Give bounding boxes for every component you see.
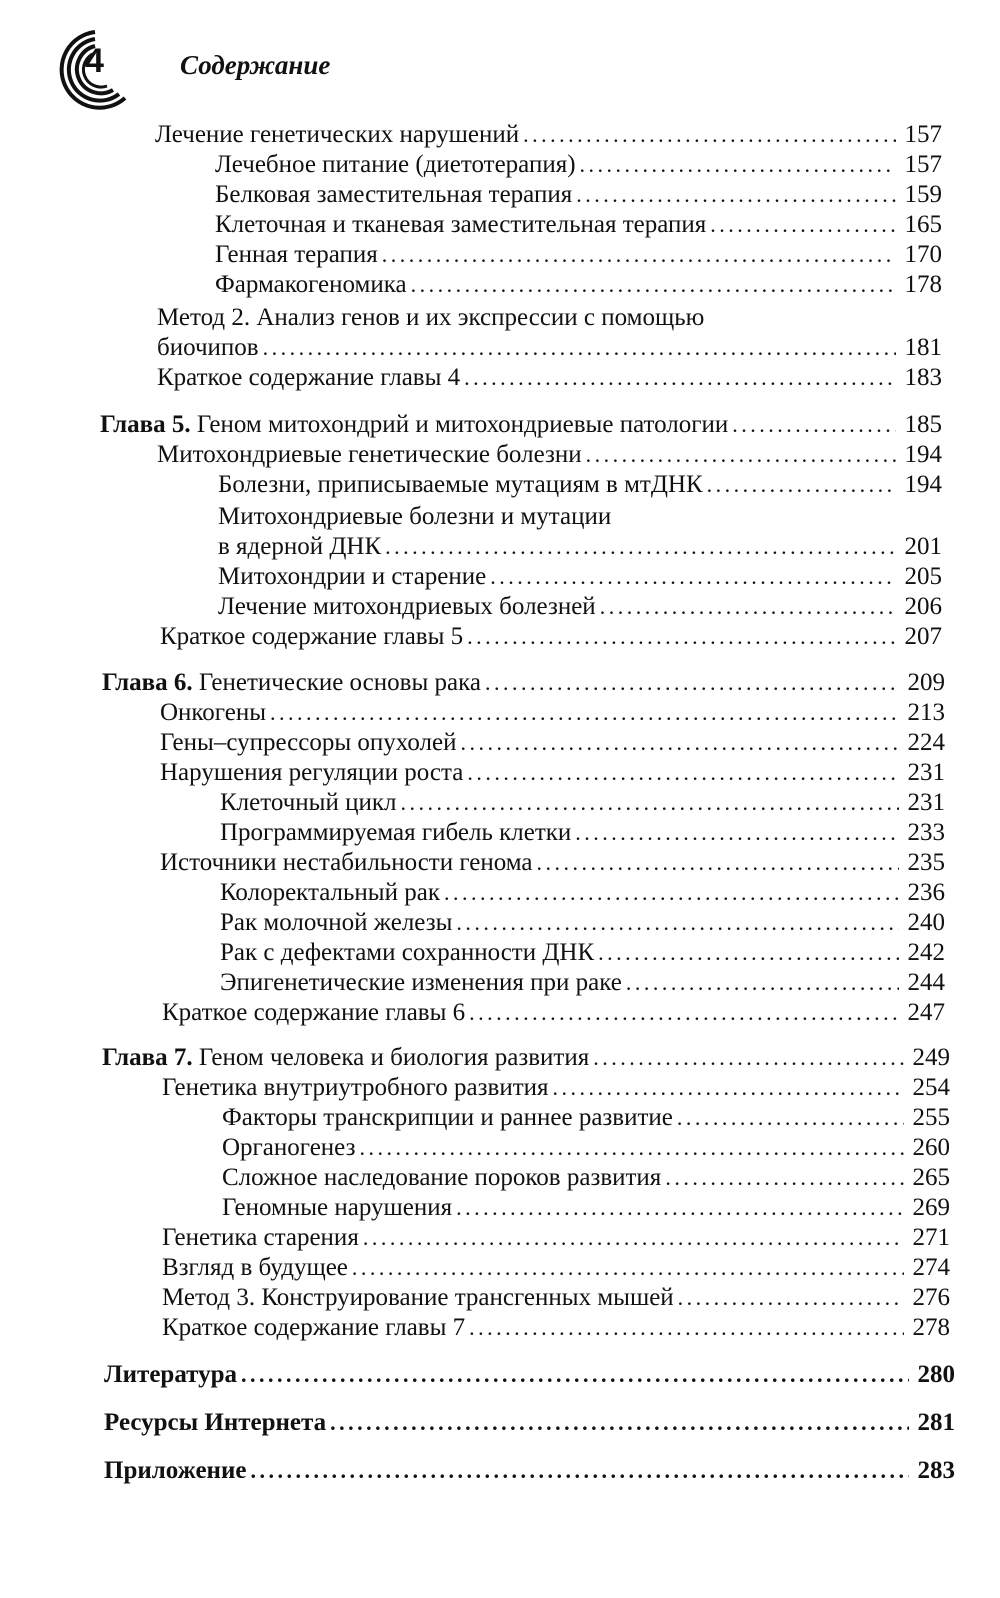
toc-entry[interactable]: Лечебное питание (диетотерапия) . . . 157 (215, 150, 942, 180)
toc-entry[interactable]: Геномные нарушения . . . 269 (222, 1193, 950, 1223)
toc-entry[interactable]: Болезни, приписываемые мутациям в мтДНК . . . 194 (218, 470, 942, 500)
page-ref: 194 (904, 441, 942, 468)
page-number: 4 (85, 42, 104, 80)
toc-entry[interactable]: Митохондриевые генетические болезни . . . 194 (157, 440, 942, 470)
toc-entry[interactable]: Генетика внутриутробного развития . . . 254 (162, 1073, 950, 1103)
page-header (55, 28, 455, 108)
page-ref: 206 (904, 593, 942, 620)
toc-entry[interactable]: Генетика старения . . . 271 (162, 1223, 950, 1253)
page-ref: 281 (917, 1409, 955, 1436)
page-ref: 242 (907, 939, 945, 966)
toc-entry[interactable]: Лечение генетических нарушений . . . 157 (155, 120, 942, 150)
toc-chapter-entry[interactable]: Глава 5. Геном митохондрий и митохондриевые патологии . . . 185 (100, 410, 942, 440)
toc-entry[interactable]: Метод 3. Конструирование трансгенных мышей . . . 276 (162, 1283, 950, 1313)
toc-entry[interactable]: Фармакогеномика . . . 178 (215, 270, 942, 300)
toc-chapter-entry[interactable]: Глава 7. Геном человека и биология развития . . . 249 (102, 1043, 950, 1073)
page-ref: 269 (912, 1194, 950, 1221)
toc-entry[interactable]: Краткое содержание главы 7 . . . 278 (162, 1313, 950, 1343)
page-ref: 233 (907, 819, 945, 846)
toc-entry[interactable]: Сложное наследование пороков развития . . . 265 (222, 1163, 950, 1193)
toc-backmatter-entry[interactable]: Литература . . . 280 (104, 1360, 955, 1390)
toc-entry[interactable]: Колоректальный рак . . . 236 (220, 878, 945, 908)
page-ref: 265 (912, 1164, 950, 1191)
page-ref: 183 (904, 364, 942, 391)
toc-entry[interactable]: Нарушения регуляции роста . . . 231 (160, 758, 945, 788)
page-ref: 271 (912, 1224, 950, 1251)
toc-entry[interactable]: Органогенез . . . 260 (222, 1133, 950, 1163)
toc-entry[interactable]: Краткое содержание главы 5 . . . 207 (160, 622, 942, 652)
toc-entry-line1: Метод 2. Анализ генов и их экспрессии с помощью (157, 304, 705, 331)
page-ref: 213 (907, 699, 945, 726)
toc-entry[interactable]: в ядерной ДНК . . . 201 (218, 532, 942, 562)
toc-backmatter-entry[interactable]: Ресурсы Интернета . . . 281 (104, 1408, 955, 1438)
toc-entry[interactable]: Эпигенетические изменения при раке . . . 244 (220, 968, 945, 998)
page-ref: 165 (904, 211, 942, 238)
toc-entry[interactable]: Клеточная и тканевая заместительная терапия . . . 165 (215, 210, 942, 240)
page-ref: 185 (904, 411, 942, 438)
toc-entry[interactable]: Факторы транскрипции и раннее развитие . . . 255 (222, 1103, 950, 1133)
toc-entry[interactable]: биочипов . . . 181 (157, 333, 942, 363)
page-ref: 181 (904, 334, 942, 361)
toc-entry-line1: Митохондриевые болезни и мутации (218, 503, 612, 530)
page-ref: 224 (907, 729, 945, 756)
running-title: Содержание (180, 50, 331, 80)
page-ref: 260 (912, 1134, 950, 1161)
chapter-number: Глава 5. (100, 411, 191, 438)
toc-entry[interactable]: Программируемая гибель клетки . . . 233 (220, 818, 945, 848)
page-ref: 244 (907, 969, 945, 996)
page-ref: 201 (904, 533, 942, 560)
page-ref: 231 (907, 759, 945, 786)
page-ref: 278 (912, 1314, 950, 1341)
chapter-number: Глава 6. (102, 669, 193, 696)
page-ref: 170 (904, 241, 942, 268)
chapter-number: Глава 7. (102, 1044, 193, 1071)
page-ref: 276 (912, 1284, 950, 1311)
toc-entry[interactable]: Взгляд в будущее . . . 274 (162, 1253, 950, 1283)
toc-entry[interactable]: Краткое содержание главы 4 . . . 183 (157, 363, 942, 393)
page-ref: 157 (904, 151, 942, 178)
toc-chapter-entry[interactable]: Глава 6. Генетические основы рака . . . 209 (102, 668, 945, 698)
page-ref: 194 (904, 471, 942, 498)
page-ref: 159 (904, 181, 942, 208)
toc-entry[interactable]: Лечение митохондриевых болезней . . . 206 (218, 592, 942, 622)
toc-entry[interactable]: Рак молочной железы . . . 240 (220, 908, 945, 938)
page-ref: 205 (904, 563, 942, 590)
page-ref: 274 (912, 1254, 950, 1281)
page-ref: 255 (912, 1104, 950, 1131)
page-ref: 283 (917, 1457, 955, 1484)
toc-entry[interactable]: Онкогены . . . 213 (160, 698, 945, 728)
toc-entry[interactable]: Митохондрии и старение . . . 205 (218, 562, 942, 592)
page-ref: 236 (907, 879, 945, 906)
toc-entry[interactable]: Генная терапия . . . 170 (215, 240, 942, 270)
page-ref: 247 (907, 999, 945, 1026)
toc-backmatter-entry[interactable]: Приложение . . . 283 (104, 1456, 955, 1486)
dot-leader (523, 120, 896, 150)
toc-entry[interactable]: Белковая заместительная терапия . . . 159 (215, 180, 942, 210)
page-ref: 235 (907, 849, 945, 876)
page-ref: 231 (907, 789, 945, 816)
page-ref: 178 (904, 271, 942, 298)
page-ref: 254 (912, 1074, 950, 1101)
page-ref: 240 (907, 909, 945, 936)
toc-entry[interactable]: Рак с дефектами сохранности ДНК . . . 242 (220, 938, 945, 968)
toc-entry[interactable]: Источники нестабильности генома . . . 235 (160, 848, 945, 878)
page-ref: 249 (912, 1044, 950, 1071)
page-ref: 207 (904, 623, 942, 650)
page-ref: 209 (907, 669, 945, 696)
page-ref: 280 (917, 1361, 955, 1388)
page-ref: 157 (904, 121, 942, 148)
toc-entry[interactable]: Краткое содержание главы 6 . . . 247 (162, 998, 945, 1028)
toc-entry[interactable]: Клеточный цикл . . . 231 (220, 788, 945, 818)
toc-entry[interactable]: Гены–супрессоры опухолей . . . 224 (160, 728, 945, 758)
